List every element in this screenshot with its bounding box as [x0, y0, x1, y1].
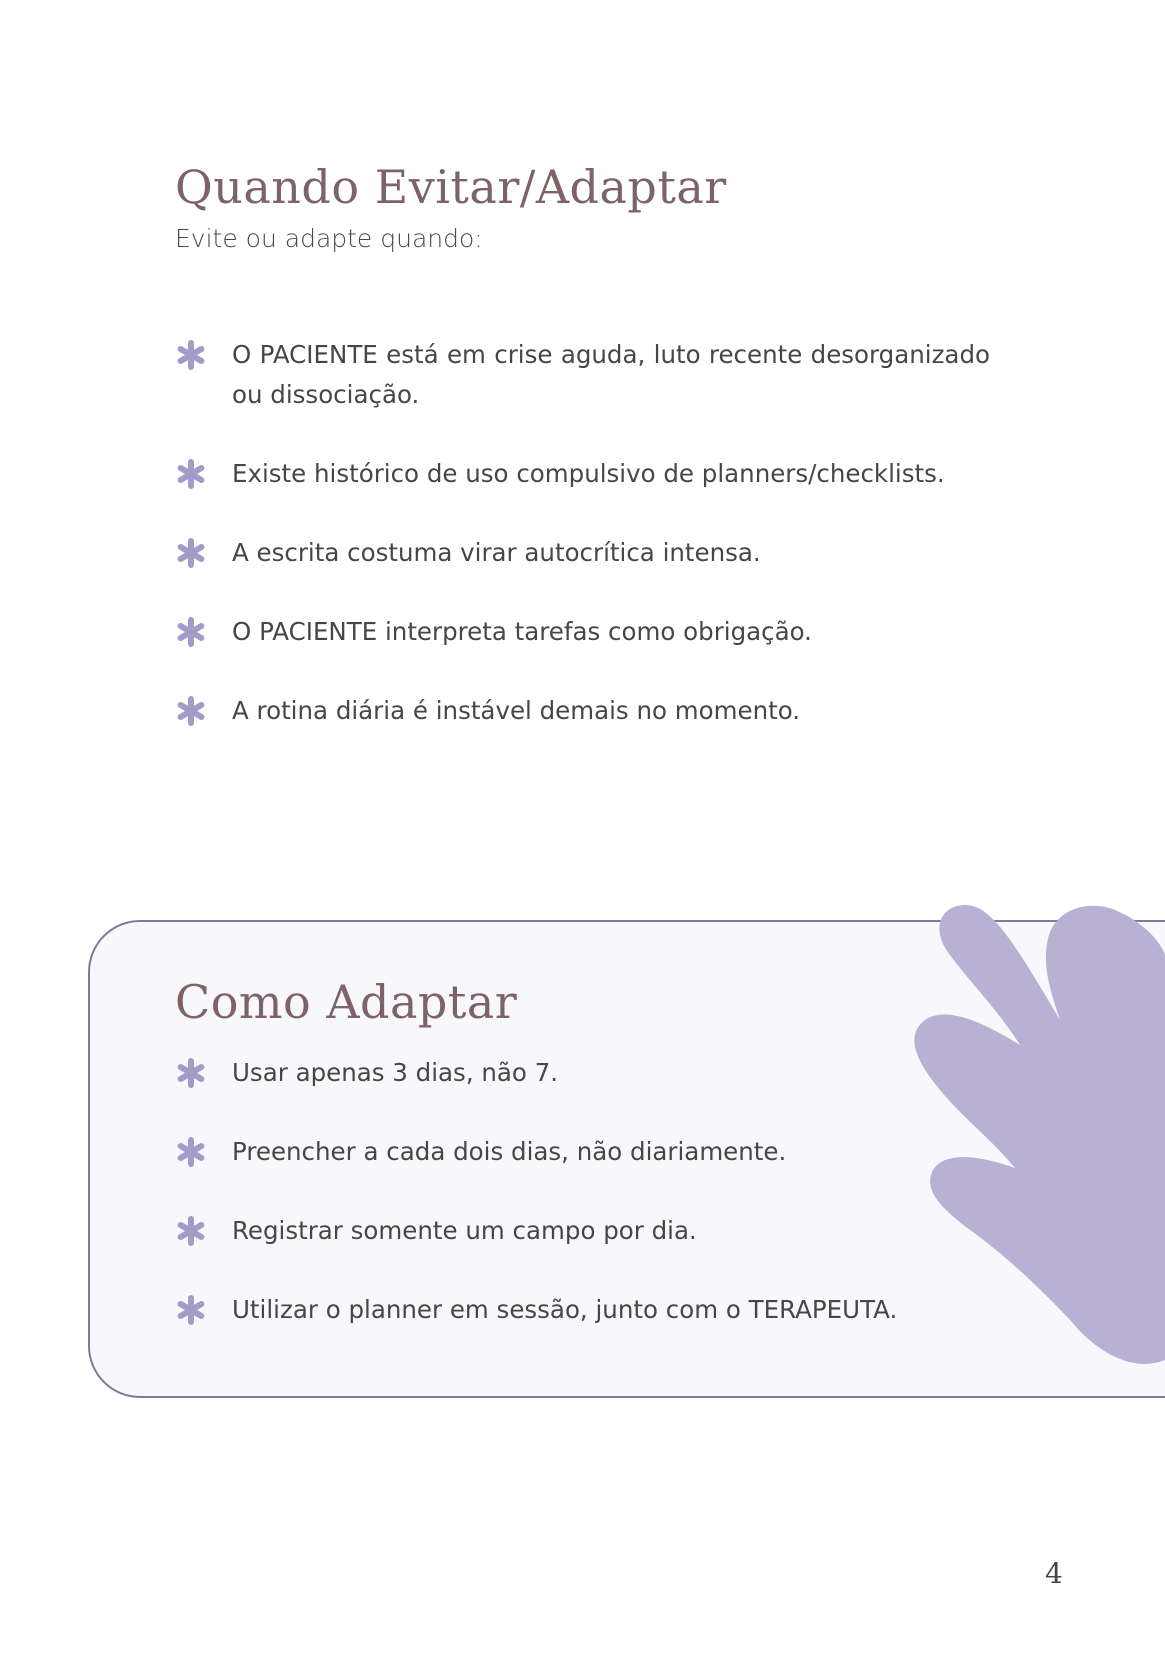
- list-item: [175, 691, 990, 731]
- asterisk-flower-icon: [175, 537, 207, 569]
- section-title: Quando Evitar/Adaptar: [175, 160, 727, 214]
- asterisk-flower-icon: [175, 1057, 207, 1089]
- adapt-list: [175, 1053, 975, 1330]
- asterisk-flower-icon: [175, 695, 207, 727]
- asterisk-flower-icon: [175, 1215, 207, 1247]
- asterisk-flower-icon: [175, 616, 207, 648]
- asterisk-flower-icon: [175, 339, 207, 371]
- section-intro: Evite ou adapte quando:: [175, 224, 483, 253]
- avoid-list: [175, 335, 990, 731]
- list-item-text: Utilizar o planner em sessão, junto com o TERAPEUTA.: [232, 1295, 898, 1324]
- list-item-text: O PACIENTE interpreta tarefas como obrigação.: [232, 617, 812, 646]
- list-item-text: O PACIENTE está em crise aguda, luto recente desorganizado ou dissociação.: [232, 340, 990, 409]
- list-item: [175, 1053, 975, 1093]
- list-item: [175, 454, 990, 494]
- list-item-text: Preencher a cada dois dias, não diariamente.: [232, 1137, 787, 1166]
- list-item: [175, 533, 990, 573]
- list-item-text: A rotina diária é instável demais no momento.: [232, 696, 801, 725]
- asterisk-flower-icon: [175, 1294, 207, 1326]
- section-when-to-avoid: [175, 160, 990, 770]
- list-item-text: Existe histórico de uso compulsivo de planners/checklists.: [232, 459, 945, 488]
- list-item: [175, 1211, 975, 1251]
- list-item: [175, 612, 990, 652]
- section-how-to-adapt: [175, 975, 975, 1369]
- list-item-text: Registrar somente um campo por dia.: [232, 1216, 697, 1245]
- page-number: 4: [1045, 1557, 1063, 1590]
- list-item: [175, 1290, 975, 1330]
- list-item-text: Usar apenas 3 dias, não 7.: [232, 1058, 559, 1087]
- list-item: [175, 335, 990, 415]
- asterisk-flower-icon: [175, 1136, 207, 1168]
- asterisk-flower-icon: [175, 458, 207, 490]
- list-item-text: A escrita costuma virar autocrítica intensa.: [232, 538, 761, 567]
- list-item: [175, 1132, 975, 1172]
- section-title: Como Adaptar: [175, 975, 518, 1029]
